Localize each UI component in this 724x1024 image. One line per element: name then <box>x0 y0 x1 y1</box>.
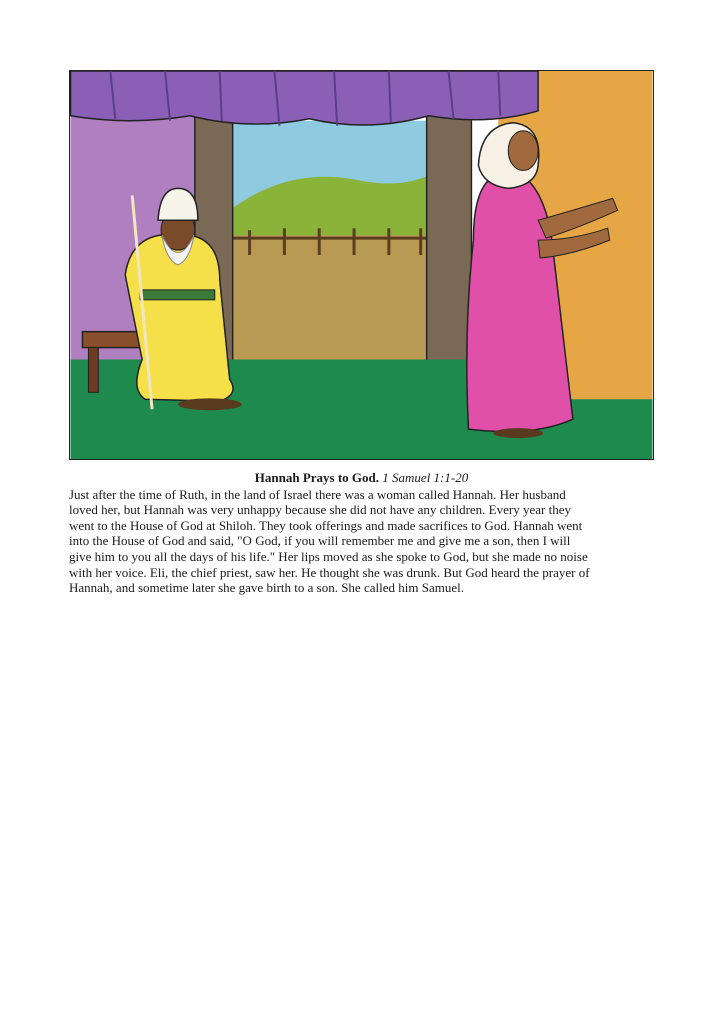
story-line: into the House of God and said, "O God, if you will remember me and give me a son, then I will <box>69 533 571 549</box>
story-line: Just after the time of Ruth, in the land of Israel there was a woman called Hannah. Her husband <box>69 486 566 502</box>
title-line <box>69 470 654 486</box>
eli-sash <box>140 290 215 300</box>
hannah-feet <box>493 428 543 438</box>
story-caption <box>69 470 654 596</box>
eli-feet <box>178 398 242 410</box>
door-post-right <box>427 116 472 380</box>
story-illustration <box>69 70 654 460</box>
story-line: went to the House of God at Shiloh. They took offerings and made sacrifices to God. Hannah went <box>69 517 583 533</box>
story-line: Hannah, and sometime later she gave birth to a son. She called him Samuel. <box>69 580 464 596</box>
story-body <box>69 487 654 596</box>
stool-leg-left <box>88 348 98 393</box>
curtain <box>71 71 539 125</box>
field <box>230 235 429 369</box>
scripture-reference: 1 Samuel 1:1-20 <box>382 470 469 485</box>
story-line: give him to you all the days of his life." Her lips moved as she spoke to God, but she made no noise <box>69 548 588 564</box>
hannah-face <box>508 131 538 171</box>
story-line: with her voice. Eli, the chief priest, saw her. He thought she was drunk. But God heard the prayer of <box>69 564 590 580</box>
story-title: Hannah Prays to God. <box>254 470 380 485</box>
story-line: loved her, but Hannah was very unhappy because she did not have any children. Every year they <box>69 502 571 518</box>
illustration-scene <box>70 71 653 459</box>
